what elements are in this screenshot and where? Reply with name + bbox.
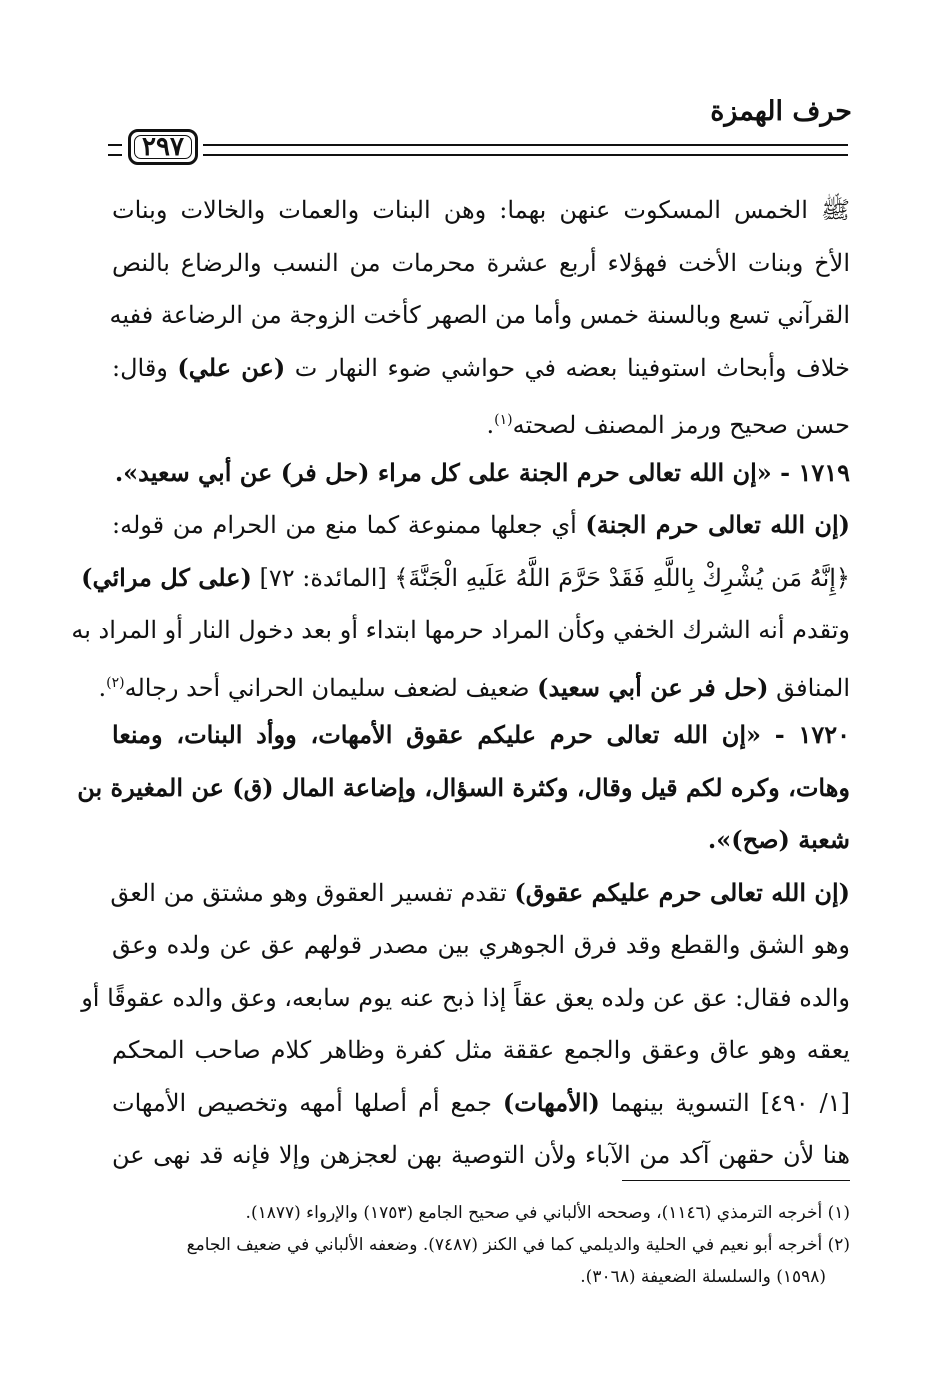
text-line bbox=[98, 665, 850, 705]
text-span: ضعيف لضعف سليمان الحراني أحد رجاله bbox=[124, 674, 538, 702]
bold-span: ١٧٢٠ - «إن الله تعالى حرم عليكم عقوق الأمهات، ووأد البنات، ومنعا bbox=[112, 720, 850, 749]
text-span: وتقدم أنه الشرك الخفي وكأن المراد حرمها ابتداء أو بعد دخول النار أو المراد به bbox=[71, 616, 850, 644]
text-span: يعقه وهو عاق وعقق والجمع عققة مثل كفرة وظاهر كلام صاحب المحكم bbox=[112, 1036, 850, 1064]
text-line bbox=[112, 455, 850, 495]
text-line bbox=[112, 1085, 850, 1125]
footnote-separator bbox=[622, 1180, 850, 1181]
bold-span: (إن الله تعالى حرم الجنة) bbox=[585, 510, 850, 539]
text-span: الأخ وبنات الأخت فهؤلاء أربع عشرة محرمات من النسب والرضاع بالنص bbox=[112, 249, 850, 277]
text-span: خلاف وأبحاث استوفينا بعضه في حواشي ضوء النهار ت bbox=[285, 354, 850, 382]
text-span: القرآني تسع وبالسنة خمس وأما من الصهر كأخت الزوجة من الرضاعة ففيه bbox=[109, 301, 850, 329]
text-line bbox=[112, 927, 850, 967]
page-number: ٢٩٧ bbox=[128, 129, 198, 165]
text-span: جمع أم أصلها أمهه وتخصيص الأمهات bbox=[112, 1089, 503, 1117]
footnote-1: (١) أخرجه الترمذي (١١٤٦)، وصححه الألباني في صحيح الجامع (١٧٥٣) والإرواء (١٨٧٧). bbox=[245, 1203, 850, 1223]
text-span: . bbox=[98, 674, 107, 702]
text-span: حسن صحيح ورمز المصنف لصحته bbox=[512, 411, 850, 439]
text-span: . bbox=[486, 411, 495, 439]
text-span: [١/ ٤٩٠] التسوية بينهما bbox=[599, 1089, 850, 1117]
text-line bbox=[71, 612, 850, 652]
text-line bbox=[112, 875, 850, 915]
footnote-ref: (١) bbox=[494, 412, 513, 428]
footnote-2: (٢) أخرجه أبو نعيم في الحلية والديلمي كما في الكنز (٧٤٨٧). وضعفه الألباني في ضعيف الجامع bbox=[186, 1235, 850, 1255]
text-line bbox=[112, 1032, 850, 1072]
text-span: وقال: bbox=[112, 354, 178, 382]
text-line bbox=[112, 402, 850, 442]
text-line bbox=[112, 245, 850, 285]
bold-span: (الأمهات) bbox=[502, 1088, 600, 1117]
text-line bbox=[112, 822, 850, 862]
bold-span: شعبة (صح)». bbox=[707, 825, 850, 854]
text-span: هنا لأن حقهن آكد من الآباء ولأن التوصية بهن لعجزهن وإلا فإنه قد نهى عن bbox=[112, 1141, 850, 1169]
text-line bbox=[109, 297, 850, 337]
text-line bbox=[77, 770, 850, 810]
text-span: أي جعلها ممنوعة كما منع من الحرام من قوله: bbox=[112, 511, 586, 539]
text-span: ﷺ الخمس المسكوت عنهن بهما: وهن البنات والعمات والخالات وبنات bbox=[112, 196, 850, 224]
text-line bbox=[81, 980, 850, 1020]
bold-span: (حل فر عن أبي سعيد) bbox=[537, 673, 769, 702]
footnote-ref: (٢) bbox=[106, 675, 125, 691]
running-title: حرف الهمزة bbox=[710, 96, 852, 127]
text-line bbox=[112, 1137, 850, 1177]
footnote-2-cont: (١٥٩٨) والسلسلة الضعيفة (٣٠٦٨). bbox=[580, 1267, 826, 1287]
text-line bbox=[112, 350, 850, 390]
text-line bbox=[112, 507, 850, 547]
text-span: تقدم تفسير العقوق وهو مشتق من العق bbox=[110, 879, 515, 907]
bold-span: (على كل مرائي) bbox=[81, 563, 252, 592]
bold-span: ١٧١٩ - «إن الله تعالى حرم الجنة على كل مراء (حل فر) عن أبي سعيد». bbox=[114, 458, 850, 487]
text-line bbox=[112, 192, 850, 232]
rule-tail bbox=[108, 144, 122, 156]
bold-span: (عن علي) bbox=[177, 353, 286, 382]
text-span: ﴿إِنَّهُ مَن يُشْرِكْ بِاللَّهِ فَقَدْ حَرَّمَ اللَّهُ عَلَيهِ الْجَنَّةَ﴾ [المائدة: ٧٢] bbox=[251, 564, 850, 592]
text-span: وهو الشق والقطع وقد فرق الجوهري بين مصدر قولهم عق عن ولده وعق bbox=[112, 931, 850, 959]
text-span: المنافق bbox=[768, 674, 850, 702]
text-line bbox=[112, 717, 850, 757]
text-span: والده فقال: عق عن ولده يعق عقاً إذا ذبح عنه يوم سابعه، وعق والده عقوقًا أو bbox=[81, 984, 850, 1012]
bold-span: (إن الله تعالى حرم عليكم عقوق) bbox=[514, 878, 850, 907]
text-line bbox=[81, 560, 850, 600]
double-rule bbox=[203, 144, 848, 156]
header-rule bbox=[108, 127, 848, 171]
bold-span: وهات، وكره لكم قيل وقال، وكثرة السؤال، وإضاعة المال (ق) عن المغيرة بن bbox=[77, 773, 850, 802]
